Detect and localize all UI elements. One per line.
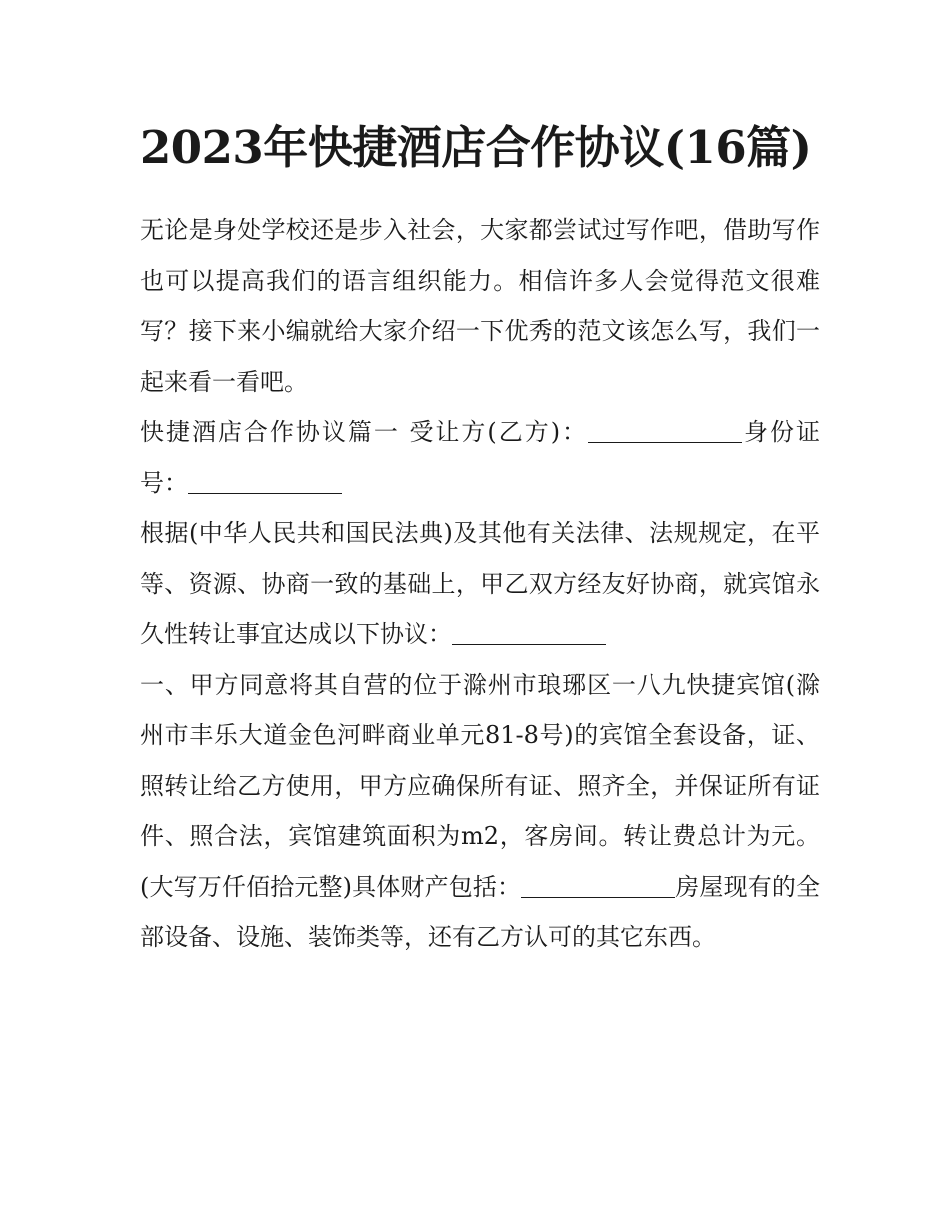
id-number-blank <box>188 467 342 494</box>
clause-1-items-text: 房屋现有的全部设备、设施、装饰类等，还有乙方认可的其它东西。 <box>140 872 820 951</box>
document-page <box>140 108 820 963</box>
party-b-paragraph <box>140 407 820 508</box>
agreement-blank <box>452 618 606 645</box>
party-b-label: 快捷酒店合作协议篇一 受让方(乙方)： <box>140 418 589 446</box>
clause-1-text: 一、甲方同意将其自营的位于滁州市琅琊区一八九快捷宾馆(滁州市丰乐大道金色河畔商业单元81-8号)的宾馆全套设备，证、照转让给乙方使用，甲方应确保所有证、照齐全，并保证所有证件、照合法，宾馆建筑面积为m2，客房间。转让费总计为元。(大写万仟佰拾元整)具体财产包括： <box>140 670 820 901</box>
document-body <box>140 205 820 963</box>
clause-1-paragraph <box>140 660 820 963</box>
id-number-label: 身份证号： <box>140 418 820 497</box>
party-b-name-blank <box>588 416 742 443</box>
intro-paragraph: 无论是身处学校还是步入社会，大家都尝试过写作吧，借助写作也可以提高我们的语言组织能力。相信许多人会觉得范文很难写？接下来小编就给大家介绍一下优秀的范文该怎么写，我们一起来看一看吧。 <box>140 216 820 396</box>
document-title: 2023年快捷酒店合作协议(16篇) <box>140 121 812 174</box>
basis-text: 根据(中华人民共和国民法典)及其他有关法律、法规规定，在平等、资源、协商一致的基础上，甲乙双方经友好协商，就宾馆永久性转让事宜达成以下协议： <box>140 519 820 648</box>
basis-paragraph <box>140 508 820 660</box>
property-list-blank <box>521 871 675 898</box>
